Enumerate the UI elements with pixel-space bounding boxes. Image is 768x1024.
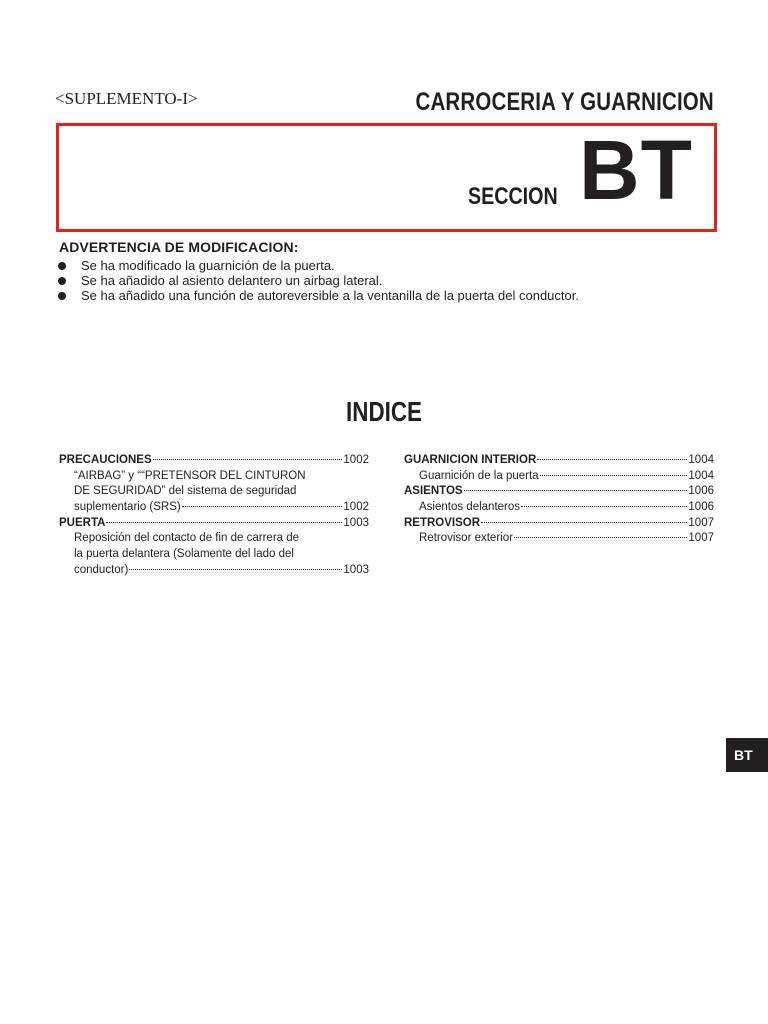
toc-entry-asientos-delanteros[interactable]: [404, 500, 714, 516]
toc-page-number: 1007: [688, 532, 714, 545]
toc-entry-text: RETROVISOR: [404, 516, 481, 529]
toc-page-number: 1006: [688, 501, 714, 514]
warning-item: [57, 273, 579, 288]
toc-entry-text: “AIRBAG” y ““PRETENSOR DEL CINTURON: [74, 469, 306, 482]
toc-page-number: 1004: [688, 469, 714, 482]
toc-entry-airbag-line2[interactable]: [59, 484, 369, 500]
warning-item: [57, 258, 579, 273]
warning-item-text: Se ha modificado la guarnición de la puerta.: [81, 258, 335, 273]
toc-page-number: 1003: [343, 563, 369, 576]
bullet-icon: [58, 277, 66, 285]
warning-item: [57, 288, 579, 303]
toc-entry-retrovisor-exterior[interactable]: [404, 531, 714, 547]
toc-entry-reposicion-line3[interactable]: [59, 563, 369, 579]
toc-leader-dots: [537, 459, 687, 460]
toc-leader-dots: [464, 490, 688, 491]
toc-entry-text: Asientos delanteros: [419, 501, 521, 514]
toc-page-number: 1006: [688, 485, 714, 498]
supplement-label: <SUPLEMENTO-I>: [55, 89, 198, 108]
bullet-icon: [58, 292, 66, 300]
toc-entry-text: PRECAUCIONES: [59, 454, 152, 466]
toc-leader-dots: [106, 522, 342, 523]
section-side-tab[interactable]: [726, 738, 768, 772]
toc-entry-text: GUARNICION INTERIOR: [404, 454, 537, 466]
toc-leader-dots: [129, 569, 342, 570]
toc-entry-reposicion-line2[interactable]: [59, 547, 369, 563]
toc-page-number: 1007: [688, 516, 714, 529]
toc-entry-puerta[interactable]: [59, 516, 369, 532]
index-title: INDICE: [346, 396, 422, 427]
toc-entry-text: ASIENTOS: [404, 485, 463, 498]
toc-entry-airbag-line1[interactable]: [59, 469, 369, 485]
toc-entry-asientos[interactable]: [404, 484, 714, 500]
toc-left-column: [59, 453, 369, 579]
toc-entry-text: Retrovisor exterior: [419, 532, 513, 545]
toc-entry-text: conductor): [74, 563, 129, 576]
toc-leader-dots: [481, 522, 687, 523]
toc-leader-dots: [540, 475, 688, 476]
toc-entry-text: Reposición del contacto de fin de carrera de: [74, 532, 300, 545]
toc-leader-dots: [514, 537, 687, 538]
section-label: SECCION: [468, 183, 558, 210]
side-tab-label: BT: [734, 747, 753, 763]
toc-entry-precauciones[interactable]: [59, 453, 369, 469]
toc-leader-dots: [153, 459, 343, 460]
toc-entry-text: Guarnición de la puerta: [419, 469, 539, 482]
toc-entry-reposicion-line1[interactable]: [59, 531, 369, 547]
section-code: BT: [579, 123, 693, 217]
warning-item-text: Se ha añadido una función de autoreversible a la ventanilla de la puerta del conductor.: [81, 288, 579, 303]
toc-page-number: 1002: [343, 501, 369, 514]
toc-entry-text: suplementario (SRS): [74, 501, 181, 514]
toc-entry-guarnicion-interior[interactable]: [404, 453, 714, 469]
toc-page-number: 1004: [688, 454, 714, 466]
modification-warning-title: ADVERTENCIA DE MODIFICACION:: [59, 239, 299, 255]
warning-item-text: Se ha añadido al asiento delantero un airbag lateral.: [81, 273, 383, 288]
toc-leader-dots: [521, 506, 687, 507]
toc-leader-dots: [182, 506, 343, 507]
toc-entry-airbag-line3[interactable]: [59, 500, 369, 516]
toc-entry-retrovisor[interactable]: [404, 516, 714, 532]
toc-page-number: 1003: [343, 516, 369, 529]
toc-entry-text: la puerta delantera (Solamente del lado del: [74, 548, 294, 561]
toc-right-column: [404, 453, 714, 547]
document-title: CARROCERIA Y GUARNICION: [415, 88, 714, 116]
toc-entry-guarnicion-puerta[interactable]: [404, 469, 714, 485]
toc-entry-text: DE SEGURIDAD” del sistema de seguridad: [74, 485, 297, 498]
toc-entry-text: PUERTA: [59, 516, 106, 529]
bullet-icon: [58, 262, 66, 270]
modification-warning-list: [57, 258, 579, 303]
toc-page-number: 1002: [343, 454, 369, 466]
